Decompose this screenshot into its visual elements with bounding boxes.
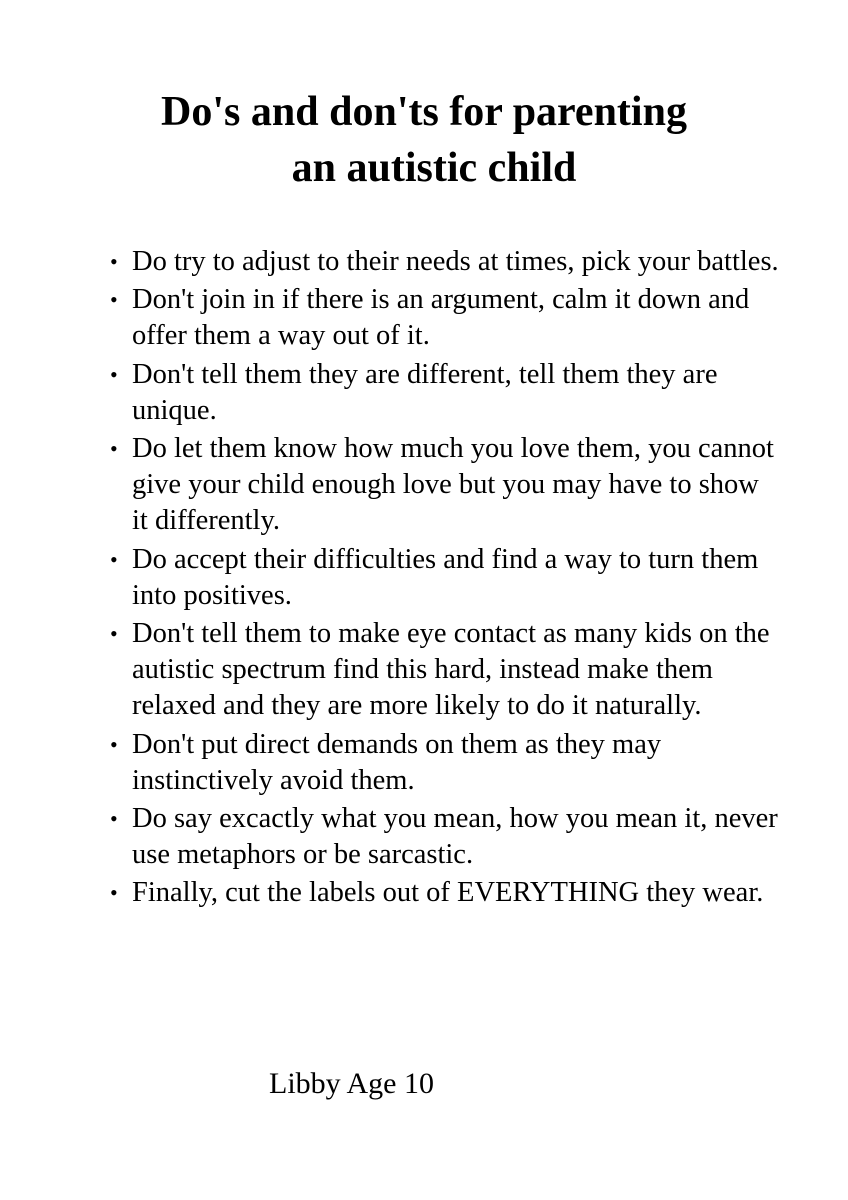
- list-item: [100, 616, 780, 725]
- list-item-text: Don't tell them they are different, tell them they are unique.: [132, 358, 718, 426]
- list-item: [100, 357, 780, 429]
- title-line-1: Do's and don'ts for parenting: [161, 89, 687, 135]
- list-item-text: Don't join in if there is an argument, calm it down and offer them a way out of it.: [132, 284, 750, 352]
- list-item: [100, 282, 780, 354]
- list-item-text: Do say excactly what you mean, how you mean it, never use metaphors or be sarcastic.: [132, 803, 778, 871]
- bullet-icon: •: [110, 731, 118, 757]
- list-item: [100, 431, 780, 540]
- bullet-icon: •: [110, 880, 118, 906]
- list-item-text: Finally, cut the labels out of EVERYTHING they wear.: [132, 877, 764, 909]
- list-item-text: Do let them know how much you love them, you cannot give your child enough love but you may have to show it differently.: [132, 433, 774, 537]
- signature: Libby Age 10: [269, 1067, 434, 1100]
- list-item-text: Don't put direct demands on them as they may instinctively avoid them.: [132, 728, 662, 796]
- bullet-icon: •: [110, 621, 118, 647]
- bullet-icon: •: [110, 249, 118, 274]
- bullet-icon: •: [110, 806, 118, 832]
- list-item: [100, 244, 780, 280]
- bullet-icon: •: [110, 287, 118, 313]
- list-item-text: Do try to adjust to their needs at times, pick your battles.: [132, 246, 779, 277]
- page-title: [0, 84, 848, 196]
- list-item: [100, 801, 780, 873]
- list-item-text: Don't tell them to make eye contact as many kids on the autistic spectrum find this hard, instead make them relaxed and they are more likely to do it naturally.: [132, 618, 770, 722]
- title-line-2: an autistic child: [291, 145, 577, 191]
- bullet-icon: •: [110, 546, 118, 572]
- list-item: [100, 727, 780, 799]
- list-item-text: Do accept their difficulties and find a way to turn them into positives.: [132, 543, 759, 611]
- tips-list: [100, 244, 780, 914]
- list-item: [100, 542, 780, 614]
- bullet-icon: •: [110, 436, 118, 462]
- list-item: [100, 875, 780, 911]
- bullet-icon: •: [110, 361, 118, 387]
